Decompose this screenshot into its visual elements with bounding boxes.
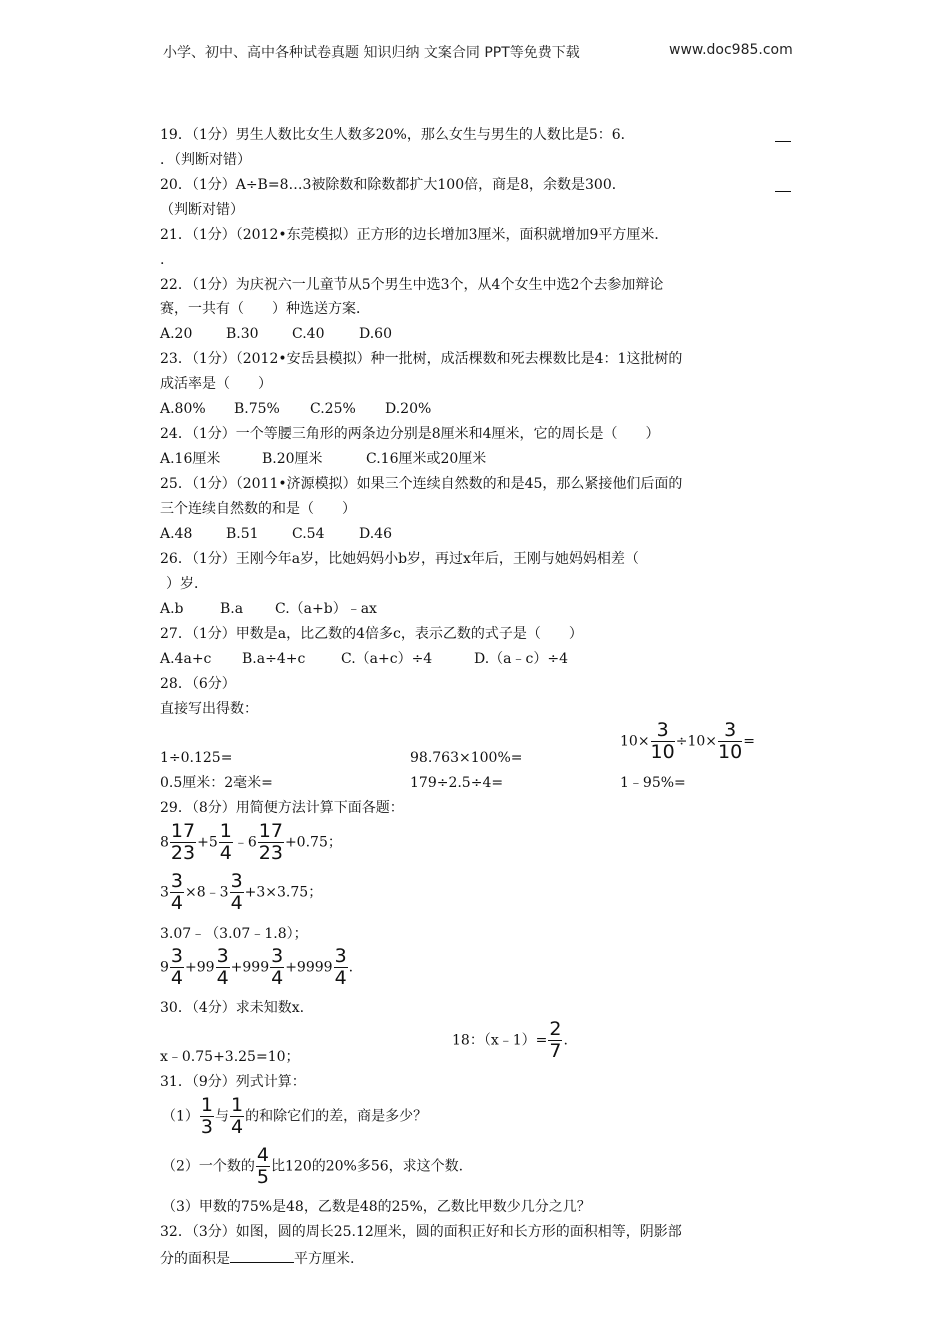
q19-answer-blank[interactable]	[775, 127, 791, 142]
q22-line1: 22．（1分）为庆祝六一儿童节从5个男生中选3个，从4个女生中选2个去参加辩论	[160, 277, 664, 293]
q30-eq-2: 18：（x﹣1）= $\frac{2}{7}$ .	[452, 1018, 568, 1062]
q25-line1: 25．（1分）（2011•济源模拟）如果三个连续自然数的和是45，那么紧接他们后面的	[160, 476, 683, 492]
q29-expr-4: 9 $\frac{3}{4}$ +99 $\frac{3}{4}$ +999 $\frac{3}{4}$ +9999 $\frac{3}{4}$ .	[160, 945, 354, 989]
q27-option-d[interactable]: D.（a﹣c）÷4	[474, 651, 569, 667]
q28-fraction-3-10-a: $\frac{3}{10}$	[650, 719, 675, 763]
q22-option-a[interactable]: A.20	[160, 326, 193, 342]
q23-option-c[interactable]: C.25%	[310, 401, 356, 417]
q28-item-5: 179÷2.5÷4=	[410, 775, 504, 791]
q26-option-c[interactable]: C.（a+b）﹣ax	[275, 601, 377, 617]
q20-line1: 20．（1分）A÷B=8…3被除数和除数都扩大100倍，商是8，余数是300．	[160, 177, 626, 193]
q25-option-c[interactable]: C.54	[292, 526, 325, 542]
q32-line1: 32．（3分）如图，圆的周长25.12厘米，圆的面积正好和长方形的面积相等，阴影部	[160, 1224, 682, 1240]
q31-part-2: （2）一个数的 $\frac{4}{5}$ 比120的20%多56，求这个数.	[162, 1144, 464, 1188]
q25-option-d[interactable]: D.46	[359, 526, 392, 542]
q28-item-3-part2: ÷10×	[675, 733, 718, 750]
q31-fraction-1-4: $\frac{1}{4}$	[231, 1094, 244, 1138]
q22-option-d[interactable]: D.60	[359, 326, 392, 342]
q27-option-b[interactable]: B.a÷4+c	[242, 651, 306, 667]
q27-option-a[interactable]: A.4a+c	[160, 651, 212, 667]
q29-expr-1: 8 $\frac{17}{23}$ +5 $\frac{1}{4}$ ﹣6 $\frac{17}{23}$ +0.75；	[160, 820, 342, 864]
q31-line1: 31．（9分）列式计算：	[160, 1074, 306, 1090]
q31-part-1: （1） $\frac{1}{3}$ 与 $\frac{1}{4}$ 的和除它们的差，商是多少？	[162, 1094, 428, 1138]
header-url[interactable]: www.doc985.com	[669, 42, 793, 58]
q29-fraction-1-4: $\frac{1}{4}$	[219, 820, 232, 864]
q26-line1: 26．（1分）王刚今年a岁，比她妈妈小b岁，再过x年后，王刚与她妈妈相差（	[160, 551, 639, 567]
q31-part-3: （3）甲数的75%是48，乙数是48的25%，乙数比甲数少几分之几？	[162, 1199, 591, 1215]
q29-fraction-3-4-d: $\frac{3}{4}$	[216, 945, 229, 989]
q29-fraction-17-23-b: $\frac{17}{23}$	[258, 820, 283, 864]
q23-option-a[interactable]: A.80%	[160, 401, 206, 417]
q31-fraction-1-3: $\frac{1}{3}$	[200, 1094, 214, 1138]
q26-line2: ）岁．	[166, 576, 208, 592]
q28-item-2: 98.763×100%=	[410, 750, 523, 766]
q20-line2: （判断对错）	[160, 202, 244, 218]
q28-item-3	[620, 721, 755, 762]
q25-line2: 三个连续自然数的和是（ ）	[160, 501, 356, 517]
header-left: 小学、初中、高中各种试卷真题 知识归纳 文案合同 PPT等免费下载	[163, 45, 580, 61]
q28-item-4: 0.5厘米：2毫米=	[160, 775, 273, 791]
q29-expr-3: 3.07﹣（3.07﹣1.8）；	[160, 926, 308, 942]
q23-line1: 23．（1分）（2012•安岳县模拟）种一批树，成活棵数和死去棵数比是4：1这批树的	[160, 351, 683, 367]
q29-expr-2: 3 $\frac{3}{4}$ ×8﹣3 $\frac{3}{4}$ +3×3.75；	[160, 870, 323, 914]
q24-line1: 24．（1分）一个等腰三角形的两条边分别是8厘米和4厘米，它的周长是（ ）	[160, 426, 660, 442]
q19-line2: ．（判断对错）	[160, 152, 251, 168]
q28-item-3-part3: =	[743, 733, 755, 750]
q26-option-a[interactable]: A.b	[160, 601, 184, 617]
q23-line2: 成活率是（ ）	[160, 376, 272, 392]
q21-line1: 21．（1分）（2012•东莞模拟）正方形的边长增加3厘米，面积就增加9平方厘米．	[160, 227, 669, 243]
q29-line1: 29．（8分）用简便方法计算下面各题：	[160, 800, 404, 816]
q22-option-b[interactable]: B.30	[226, 326, 259, 342]
q30-eq-1: x﹣0.75+3.25=10；	[160, 1049, 300, 1065]
q28-item-3-part1: 10×	[620, 733, 650, 750]
q24-option-b[interactable]: B.20厘米	[262, 451, 323, 467]
q24-option-a[interactable]: A.16厘米	[160, 451, 221, 467]
q28-item-1: 1÷0.125=	[160, 750, 233, 766]
q29-fraction-17-23-a: $\frac{17}{23}$	[170, 820, 196, 864]
q28-line1: 28．（6分）	[160, 676, 236, 692]
q22-option-c[interactable]: C.40	[292, 326, 325, 342]
q22-line2: 赛，一共有（ ）种选送方案．	[160, 301, 370, 317]
q21-line2: .	[160, 252, 165, 268]
q26-option-b[interactable]: B.a	[220, 601, 244, 617]
q29-fraction-3-4-f: $\frac{3}{4}$	[334, 945, 347, 989]
q24-option-c[interactable]: C.16厘米或20厘米	[366, 451, 487, 467]
q29-fraction-3-4-a: $\frac{3}{4}$	[170, 870, 184, 914]
q19-line1	[160, 126, 635, 144]
q23-option-b[interactable]: B.75%	[234, 401, 280, 417]
q31-fraction-4-5: $\frac{4}{5}$	[256, 1144, 270, 1188]
q28-fraction-3-10-b: $\frac{3}{10}$	[718, 719, 743, 763]
q20-answer-blank[interactable]	[775, 177, 791, 192]
q28-line2: 直接写出得数：	[160, 701, 258, 717]
q25-option-b[interactable]: B.51	[226, 526, 259, 542]
q27-option-c[interactable]: C.（a+c）÷4	[341, 651, 433, 667]
q30-fraction-2-7: $\frac{2}{7}$	[549, 1018, 562, 1062]
q29-fraction-3-4-b: $\frac{3}{4}$	[230, 870, 243, 914]
q23-option-d[interactable]: D.20%	[385, 401, 432, 417]
q25-option-a[interactable]: A.48	[160, 526, 193, 542]
q28-item-6: 1﹣95%=	[620, 775, 686, 791]
q19-text: 19．（1分）男生人数比女生人数多20%，那么女生与男生的人数比是5：6．	[160, 127, 635, 143]
q32-line2: 分的面积是 平方厘米.	[160, 1248, 354, 1268]
q27-line1: 27．（1分）甲数是a，比乙数的4倍多c，表示乙数的式子是（ ）	[160, 626, 583, 642]
q32-answer-blank[interactable]	[230, 1248, 294, 1263]
q30-line1: 30．（4分）求未知数x.	[160, 1000, 305, 1016]
q29-fraction-3-4-e: $\frac{3}{4}$	[271, 945, 284, 989]
q29-fraction-3-4-c: $\frac{3}{4}$	[170, 945, 184, 989]
